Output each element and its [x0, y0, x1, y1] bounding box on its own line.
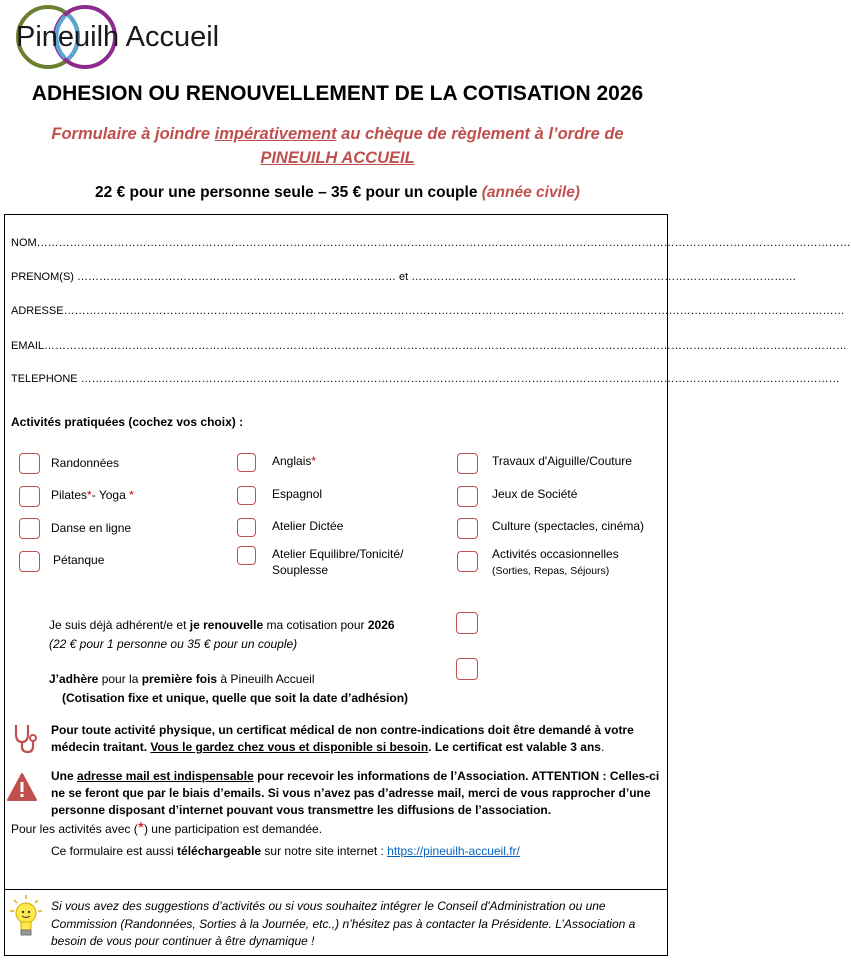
new-member-checkbox[interactable] [456, 658, 478, 680]
medical-part1: Pour toute activité physique, un certificat médical de non contre-indications doit être demandé à votre médecin traitant. [51, 723, 634, 754]
subtitle-payee: PINEUILH ACCUEIL [260, 149, 415, 167]
warning-icon [6, 772, 38, 802]
email-notice [51, 768, 663, 819]
new-note: (Cotisation fixe et unique, quelle que soit la date d’adhésion) [62, 691, 409, 705]
espagnol-label: Espagnol [272, 487, 323, 501]
dictee-label: Atelier Dictée [272, 519, 344, 533]
occasionnelles-text: Activités occasionnelles [492, 547, 619, 561]
price-annotation: (année civile) [481, 184, 580, 201]
anglais-label [272, 453, 316, 469]
participation-star: * [137, 820, 144, 837]
new-member-text [49, 670, 315, 689]
download-part2: sur notre site internet : [261, 844, 388, 858]
occasionnelles-detail: (Sorties, Repas, Séjours) [492, 565, 610, 577]
equilibre-label [272, 546, 403, 578]
download-note [51, 843, 520, 860]
new-bold1: J’adhère [49, 672, 99, 686]
renew-checkbox[interactable] [456, 612, 478, 634]
pilates-yoga-checkbox[interactable] [19, 486, 40, 507]
renew-part2: ma cotisation pour [263, 618, 368, 632]
occasionnelles-checkbox[interactable] [457, 551, 478, 572]
anglais-checkbox[interactable] [237, 453, 256, 472]
download-part1: Ce formulaire est aussi [51, 844, 178, 858]
renew-year: 2026 [367, 618, 395, 632]
website-link[interactable]: https://pineuilh-accueil.fr/ [387, 844, 520, 858]
price-line [0, 184, 675, 202]
culture-checkbox[interactable] [457, 518, 478, 539]
culture-label: Culture (spectacles, cinéma) [492, 519, 645, 533]
anglais-star: * [311, 454, 317, 468]
logo-text: Pineuilh Accueil [16, 21, 220, 53]
yoga-star: * [129, 488, 134, 502]
renew-bold: je renouvelle [189, 618, 264, 632]
email-part2: pour recevoir les informations de l’Association. ATTENTION : Celles-ci ne se feront que par le biais d’emails. Si vous n’avez pas d’adresse mail, merci de vous rapprocher d’une personne disposant d’internet pouvant vous transmettre les diffusions de l’association. [51, 769, 660, 817]
occasionnelles-label [492, 546, 619, 579]
subtitle-emphasis: impérativement [214, 125, 337, 143]
new-part1: pour la [98, 672, 142, 686]
prenom-field[interactable]: PRENOM(S) …………………………………………………………………………… et …………………………………………………………………………………………… [11, 271, 797, 283]
medical-underline: Vous le gardez chez vous et disponible si besoin [150, 740, 429, 754]
email-field[interactable]: EMAIL………………………………………………………………………………………………………………………………………………………………………………………………… [11, 340, 848, 352]
price-text: 22 € pour une personne seule – 35 € pour un couple [95, 184, 478, 201]
page-title: ADHESION OU RENOUVELLEMENT DE LA COTISATION 2026 [31, 82, 644, 105]
jeux-label: Jeux de Société [492, 487, 578, 501]
danse-label: Danse en ligne [51, 521, 132, 535]
lightbulb-icon [9, 894, 43, 938]
anglais-text: Anglais [272, 454, 312, 468]
logo [8, 2, 223, 74]
new-bold2: première fois [141, 672, 218, 686]
subtitle-part2: au chèque de règlement à l’ordre de [336, 125, 624, 143]
download-bold: téléchargeable [177, 844, 262, 858]
new-part2: à Pineuilh Accueil [217, 672, 315, 686]
espagnol-checkbox[interactable] [237, 486, 256, 505]
telephone-field[interactable]: TELEPHONE ……………………………………………………………………………………………………………………………………………………………………………………… [11, 373, 840, 385]
adresse-field[interactable]: ADRESSE…………………………………………………………………………………………………………………………………………………………………………………………… [11, 305, 845, 317]
medical-notice [51, 722, 663, 756]
renew-part1: Je suis déjà adhérent/e et [49, 618, 190, 632]
email-part1: Une [51, 769, 78, 783]
stethoscope-icon [11, 722, 39, 754]
pilates-yoga-label [51, 487, 134, 503]
footer-divider [4, 889, 668, 890]
danse-checkbox[interactable] [19, 518, 40, 539]
participation-note [11, 820, 322, 838]
pilates-text: Pilates [51, 488, 88, 502]
medical-part2: . Le certificat est valable 3 ans [428, 740, 601, 754]
participation-part1: Pour les activités avec ( [11, 822, 138, 836]
travaux-label: Travaux d'Aiguille/Couture [492, 454, 632, 468]
activities-heading: Activités pratiquées (cochez vos choix) : [11, 415, 244, 429]
participation-part2: ) une participation est demandée. [143, 822, 323, 836]
petanque-checkbox[interactable] [19, 551, 40, 572]
yoga-text: - Yoga [91, 488, 130, 502]
randonnees-checkbox[interactable] [19, 453, 40, 474]
footer-text: Si vous avez des suggestions d’activités ou si vous souhaitez intégrer le Conseil d'Administration ou une Commission (Randonnées, Sorties à la Journée, etc.,) n’hésitez pas à contacter la Présidente. L’Association a besoin de vous pour continuer à être dynamique ! [51, 899, 636, 948]
dictee-checkbox[interactable] [237, 518, 256, 537]
subtitle-part1: Formulaire à joindre [51, 125, 215, 143]
email-underline: adresse mail est indispensable [77, 769, 254, 783]
nom-field[interactable]: NOM…………………………………………………………………………………………………………………………………………………………………………………………………… [11, 237, 851, 249]
equilibre-line2: Souplesse [272, 563, 329, 577]
randonnees-label: Randonnées [51, 456, 120, 470]
renew-text [49, 616, 395, 654]
travaux-checkbox[interactable] [457, 453, 478, 474]
jeux-checkbox[interactable] [457, 486, 478, 507]
medical-end: . [600, 740, 605, 754]
pilates-star: * [87, 488, 92, 502]
renew-note: (22 € pour 1 personne ou 35 € pour un couple) [49, 637, 298, 651]
equilibre-checkbox[interactable] [237, 546, 256, 565]
petanque-label: Pétanque [53, 553, 105, 567]
equilibre-line1: Atelier Equilibre/Tonicité/ [272, 547, 404, 561]
subtitle [14, 122, 661, 170]
